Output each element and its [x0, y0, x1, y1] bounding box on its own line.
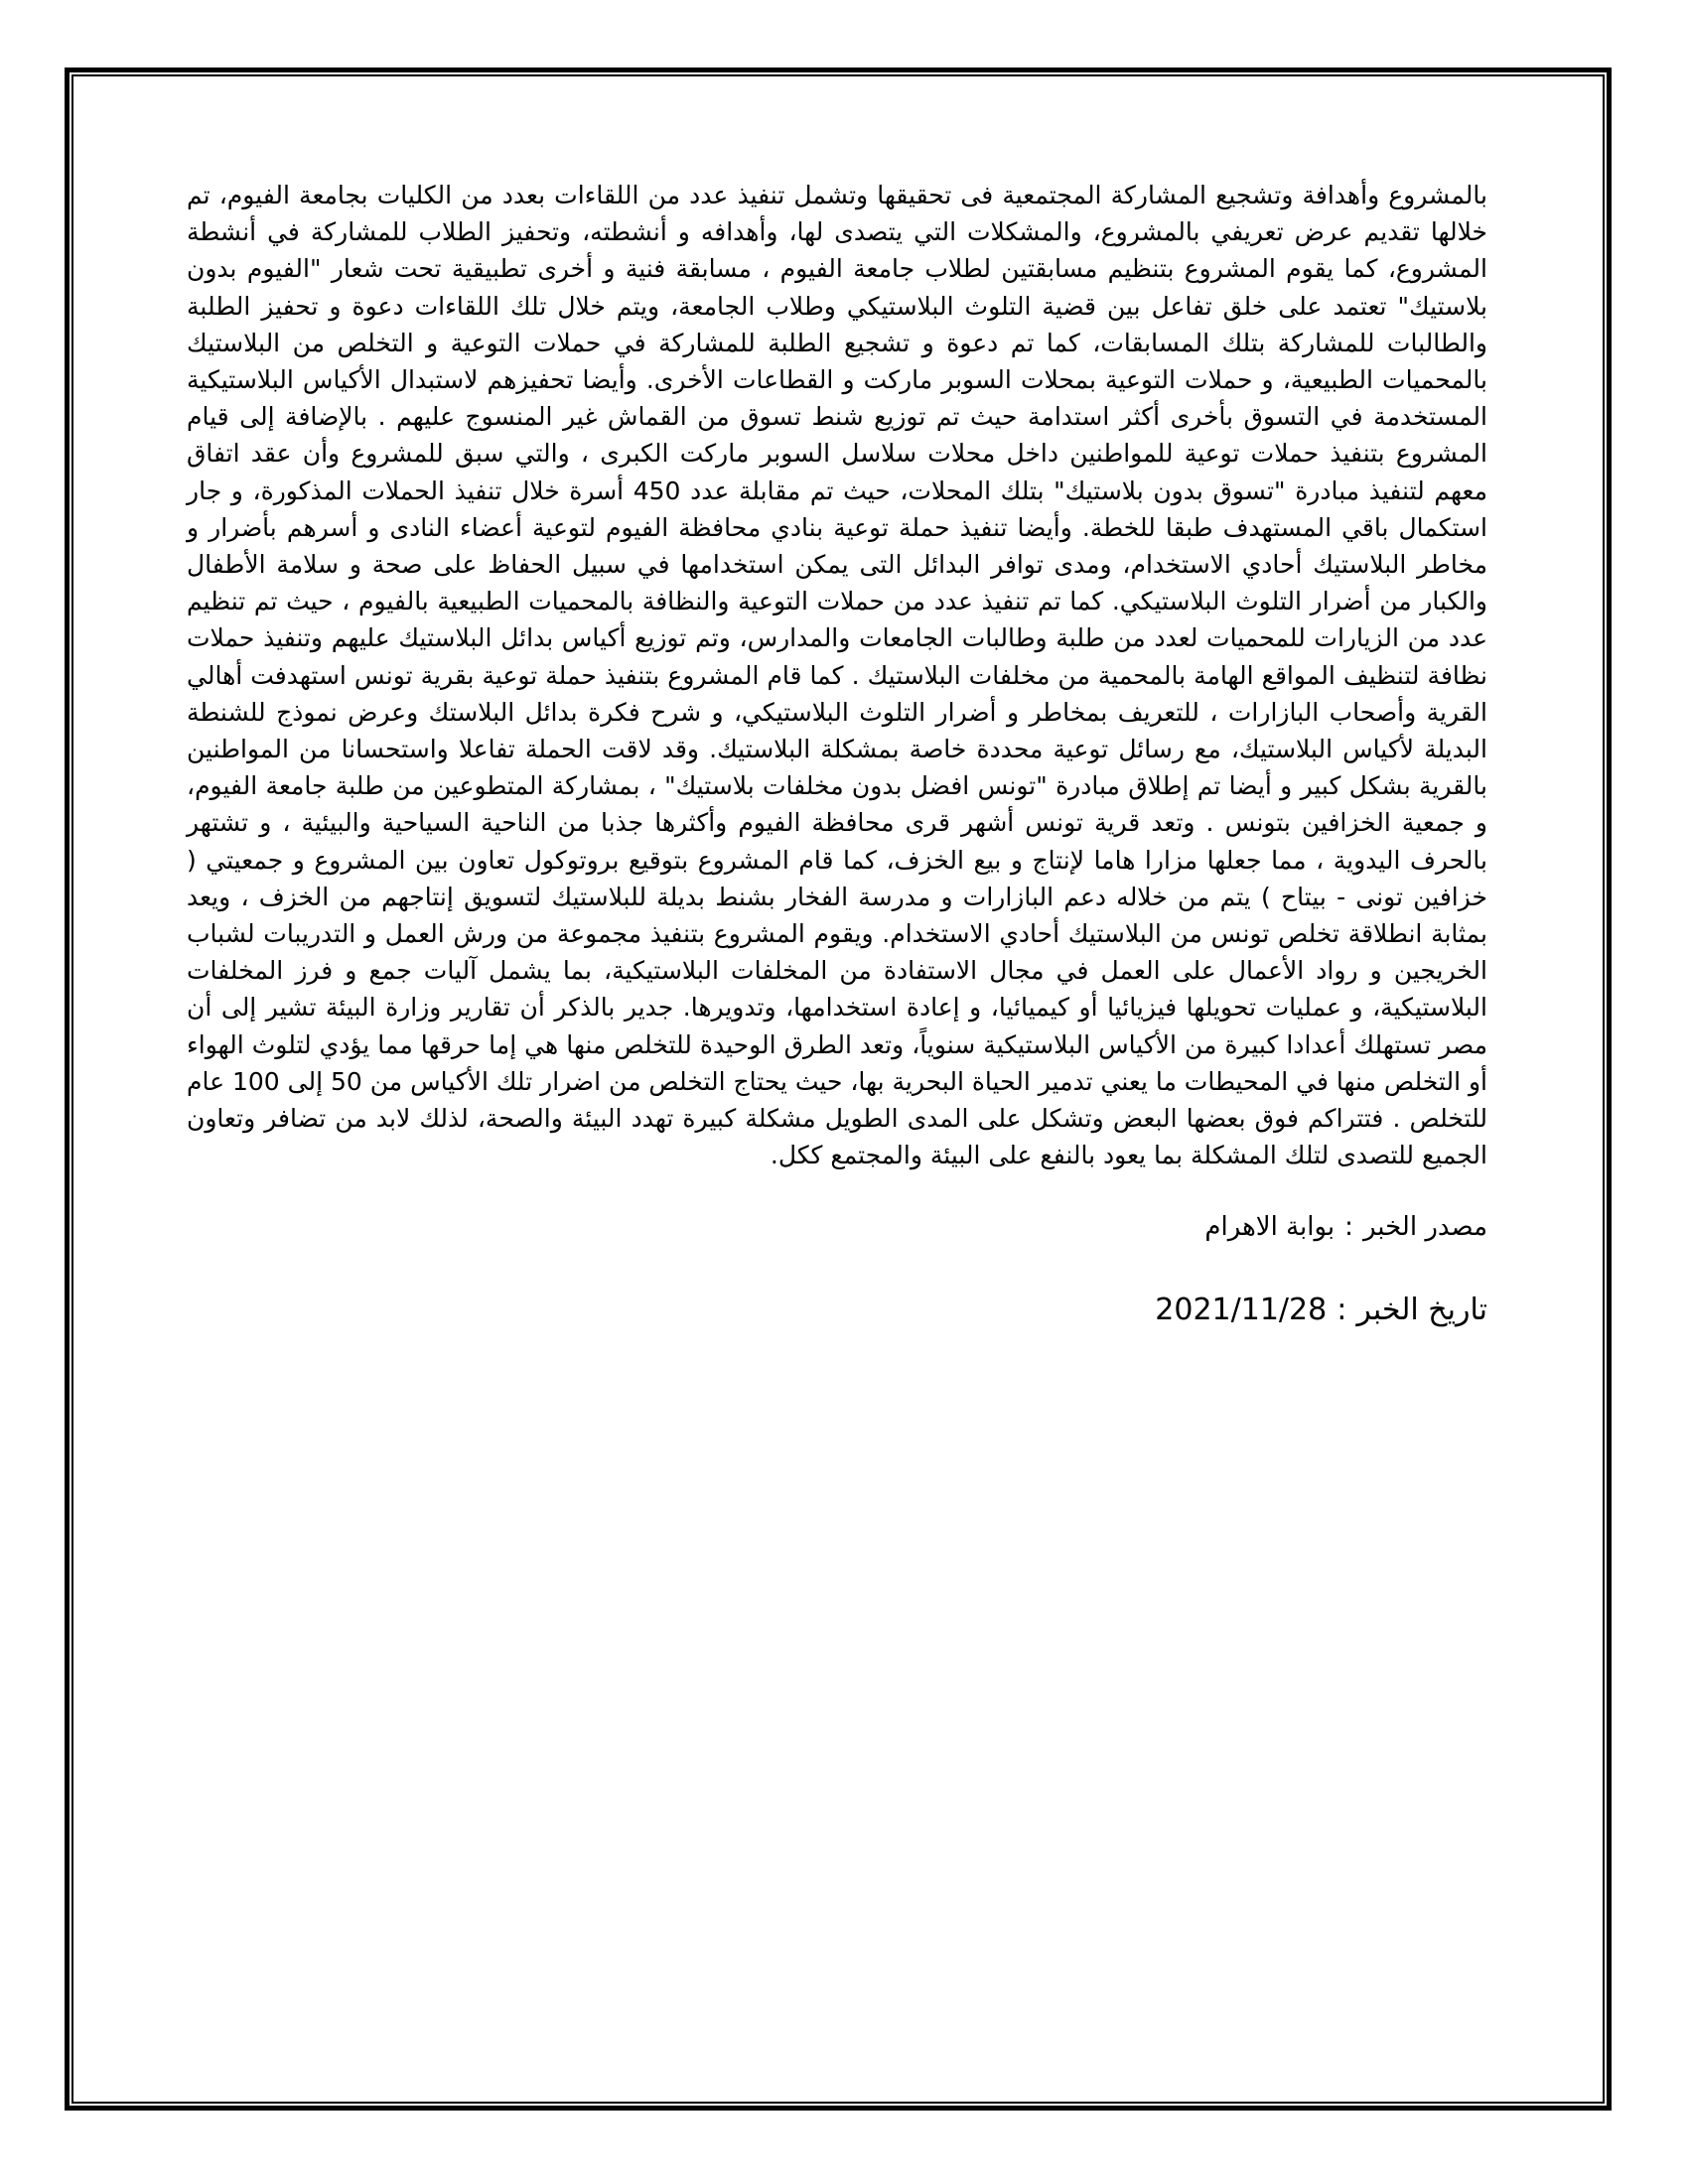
- news-date-separator: :: [1336, 1293, 1347, 1328]
- news-date-value: 2021/11/28: [1155, 1293, 1328, 1328]
- news-source-value: بوابة الاهرام: [1204, 1212, 1336, 1243]
- news-source-label: مصدر الخبر: [1362, 1212, 1487, 1243]
- news-source: [187, 1207, 1487, 1247]
- news-date-label: تاريخ الخبر: [1356, 1293, 1487, 1328]
- news-source-separator: :: [1344, 1212, 1353, 1243]
- article-content: [187, 177, 1487, 1330]
- news-date: [187, 1291, 1487, 1330]
- article-body: بالمشروع وأهدافة وتشجيع المشاركة المجتمعية فى تحقيقها وتشمل تنفيذ عدد من اللقاءات بعدد من الكليات بجامعة الفيوم، تم خلالها تقديم عرض تعريفي بالمشروع، والمشكلات التي يتصدى لها، وأهدافه و أنشطته، وتحفيز الطلاب للمشاركة في أنشطة المشروع، كما يقوم المشروع بتنظيم مسابقتين لطلاب جامعة الفيوم ، مسابقة فنية و أخرى تطبيقية تحت شعار "الفيوم بدون بلاستيك" تعتمد على خلق تفاعل بين قضية التلوث البلاستيكي وطلاب الجامعة، ويتم خلال تلك اللقاءات دعوة و تحفيز الطلبة والطالبات للمشاركة بتلك المسابقات، كما تم دعوة و تشجيع الطلبة للمشاركة في حملات التوعية و التخلص من البلاستيك بالمحميات الطبيعية، و حملات التوعية بمحلات السوبر ماركت و القطاعات الأخرى. وأيضا تحفيزهم لاستبدال الأكياس البلاستيكية المستخدمة في التسوق بأخرى أكثر استدامة حيث تم توزيع شنط تسوق من القماش غير المنسوج عليهم . بالإضافة إلى قيام المشروع بتنفيذ حملات توعية للمواطنين داخل محلات سلاسل السوبر ماركت الكبرى ، والتي سبق للمشروع وأن عقد اتفاق معهم لتنفيذ مبادرة "تسوق بدون بلاستيك" بتلك المحلات، حيث تم مقابلة عدد 450 أسرة خلال تنفيذ الحملات المذكورة، و جار استكمال باقي المستهدف طبقا للخطة. وأيضا تنفيذ حملة توعية بنادي محافظة الفيوم لتوعية أعضاء النادى و أسرهم بأضرار و مخاطر البلاستيك أحادي الاستخدام، ومدى توافر البدائل التى يمكن استخدامها في سبيل الحفاظ على صحة و سلامة الأطفال والكبار من أضرار التلوث البلاستيكي. كما تم تنفيذ عدد من حملات التوعية والنظافة بالمحميات الطبيعية بالفيوم ، حيث تم تنظيم عدد من الزيارات للمحميات لعدد من طلبة وطالبات الجامعات والمدارس، وتم توزيع أكياس بدائل البلاستيك عليهم وتنفيذ حملات نظافة لتنظيف المواقع الهامة بالمحمية من مخلفات البلاستيك . كما قام المشروع بتنفيذ حملة توعية بقرية تونس استهدفت أهالي القرية وأصحاب البازارات ، للتعريف بمخاطر و أضرار التلوث البلاستيكي، و شرح فكرة بدائل البلاستك وعرض نموذج للشنطة البديلة لأكياس البلاستيك، مع رسائل توعية محددة خاصة بمشكلة البلاستيك. وقد لاقت الحملة تفاعلا واستحسانا من المواطنين بالقرية بشكل كبير و أيضا تم إطلاق مبادرة "تونس افضل بدون مخلفات بلاستيك" ، بمشاركة المتطوعين من طلبة جامعة الفيوم، و جمعية الخزافين بتونس . وتعد قرية تونس أشهر قرى محافظة الفيوم وأكثرها جذبا من الناحية السياحية والبيئية ، و تشتهر بالحرف اليدوية ، مما جعلها مزارا هاما لإنتاج و بيع الخزف، كما قام المشروع بتوقيع بروتوكول تعاون بين المشروع و جمعيتي ( خزافين تونى - بيتاح ) يتم من خلاله دعم البازارات و مدرسة الفخار بشنط بديلة للبلاستيك لتسويق إنتاجهم من الخزف ، ويعد بمثابة انطلاقة تخلص تونس من البلاستيك أحادي الاستخدام. ويقوم المشروع بتنفيذ مجموعة من ورش العمل و التدريبات لشباب الخريجين و رواد الأعمال على العمل في مجال الاستفادة من المخلفات البلاستيكية، بما يشمل آليات جمع و فرز المخلفات البلاستيكية، و عمليات تحويلها فيزيائيا أو كيميائيا، و إعادة استخدامها، وتدويرها. جدير بالذكر أن تقارير وزارة البيئة تشير إلى أن مصر تستهلك أعدادا كبيرة من الأكياس البلاستيكية سنوياً، وتعد الطرق الوحيدة للتخلص منها هي إما حرقها مما يؤدي لتلوث الهواء أو التخلص منها في المحيطات ما يعني تدمير الحياة البحرية بها، حيث يحتاج التخلص من اضرار تلك الأكياس من 50 إلى 100 عام للتخلص . فتتراكم فوق بعضها البعض وتشكل على المدى الطويل مشكلة كبيرة تهدد البيئة والصحة، لذلك لابد من تضافر وتعاون الجميع للتصدى لتلك المشكلة بما يعود بالنفع على البيئة والمجتمع ككل.: [187, 181, 1488, 1170]
